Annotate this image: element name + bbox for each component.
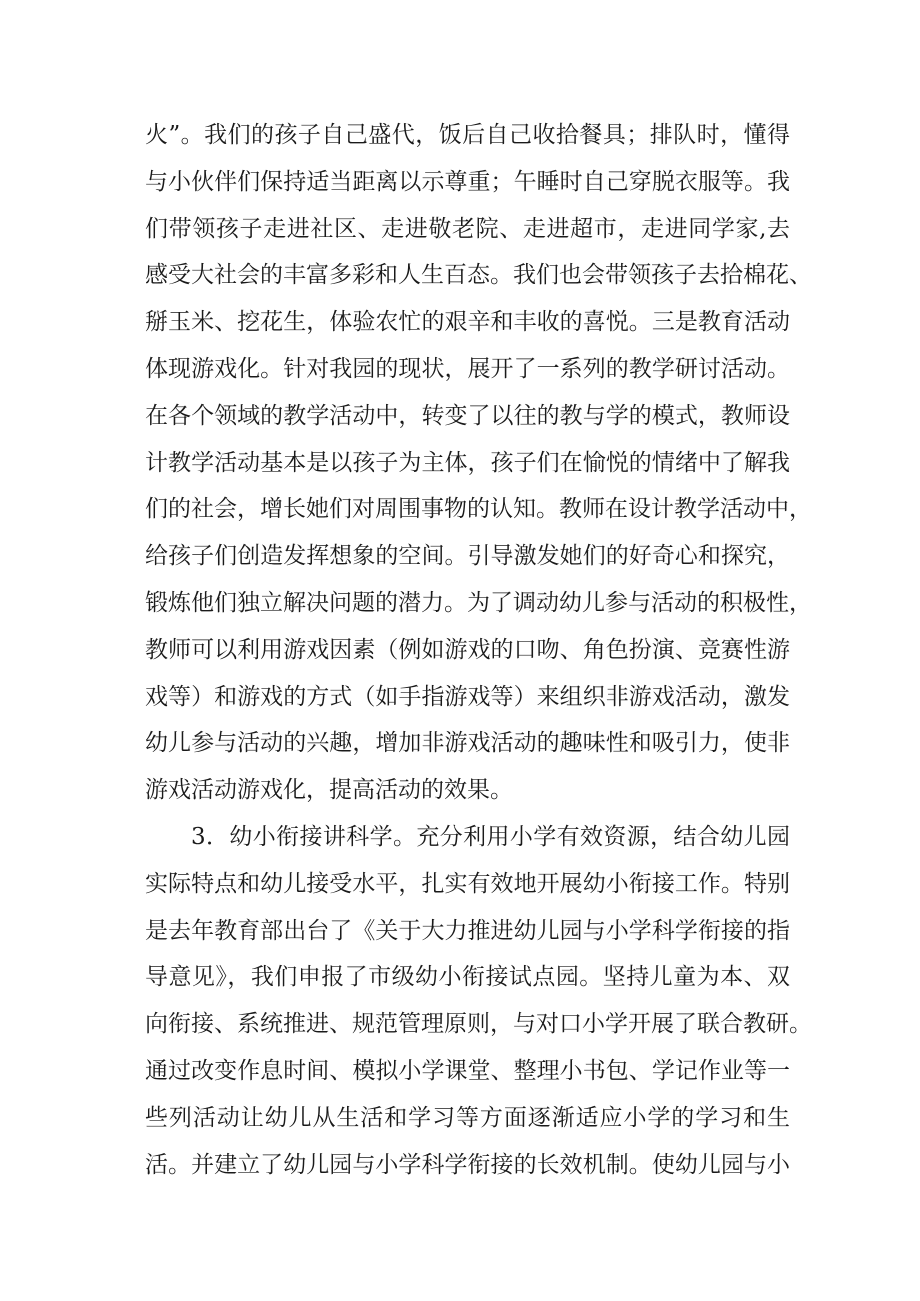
text-line: 体现游戏化。针对我园的现状，展开了一系列的教学研讨活动。 (145, 355, 790, 382)
text-line: 给孩子们创造发挥想象的空间。引导激发她们的好奇心和探究， (145, 543, 790, 570)
text-line: 教师可以利用游戏因素（例如游戏的口吻、角色扮演、竞赛性游 (145, 636, 790, 663)
text-line: 计教学活动基本是以孩子为主体，孩子们在愉悦的情绪中了解我 (145, 449, 790, 476)
text-line: 幼儿参与活动的兴趣，增加非游戏活动的趣味性和吸引力，使非 (145, 730, 790, 757)
paragraph-kindergarten-activities (145, 116, 812, 818)
text-line: 实际特点和幼儿接受水平，扎实有效地开展幼小衔接工作。特别 (145, 870, 790, 897)
text-line: 导意见》，我们申报了市级幼小衔接试点园。坚持儿童为本、双 (145, 964, 790, 991)
text-line: 向衔接、系统推进、规范管理原则，与对口小学开展了联合教研。 (145, 1011, 812, 1038)
text-line: 们的社会，增长她们对周围事物的认知。教师在设计教学活动中， (145, 496, 812, 523)
text-line: 通过改变作息时间、模拟小学课堂、整理小书包、学记作业等一 (145, 1057, 790, 1084)
text-line: 与小伙伴们保持适当距离以示尊重；午睡时自己穿脱衣服等。我 (145, 168, 790, 195)
text-line: 掰玉米、挖花生，体验农忙的艰辛和丰收的喜悦。三是教育活动 (145, 309, 790, 336)
text-line: 感受大社会的丰富多彩和人生百态。我们也会带领孩子去拾棉花、 (145, 262, 812, 289)
text-line: 些列活动让幼儿从生活和学习等方面逐渐适应小学的学习和生 (145, 1104, 790, 1131)
text-line: 火”。我们的孩子自己盛代，饭后自己收拾餐具；排队时，懂得 (145, 122, 790, 148)
text-line: 是去年教育部出台了《关于大力推进幼儿园与小学科学衔接的指 (145, 917, 790, 944)
text-line: 在各个领域的教学活动中，转变了以往的教与学的模式，教师设 (145, 402, 790, 429)
text-line: 游戏活动游戏化，提高活动的效果。 (145, 777, 513, 804)
paragraph-school-transition (145, 818, 812, 1192)
text-line: 3．幼小衔接讲科学。充分利用小学有效资源，结合幼儿园 (191, 824, 790, 850)
text-line: 锻炼他们独立解决问题的潜力。为了调动幼儿参与活动的积极性， (145, 589, 812, 616)
text-line: 们带领孩子走进社区、走进敬老院、走进超市，走进同学家,去 (145, 215, 790, 242)
text-line: 戏等）和游戏的方式（如手指游戏等）来组织非游戏活动，激发 (145, 683, 790, 710)
text-line: 活。并建立了幼儿园与小学科学衔接的长效机制。使幼儿园与小 (145, 1151, 790, 1178)
